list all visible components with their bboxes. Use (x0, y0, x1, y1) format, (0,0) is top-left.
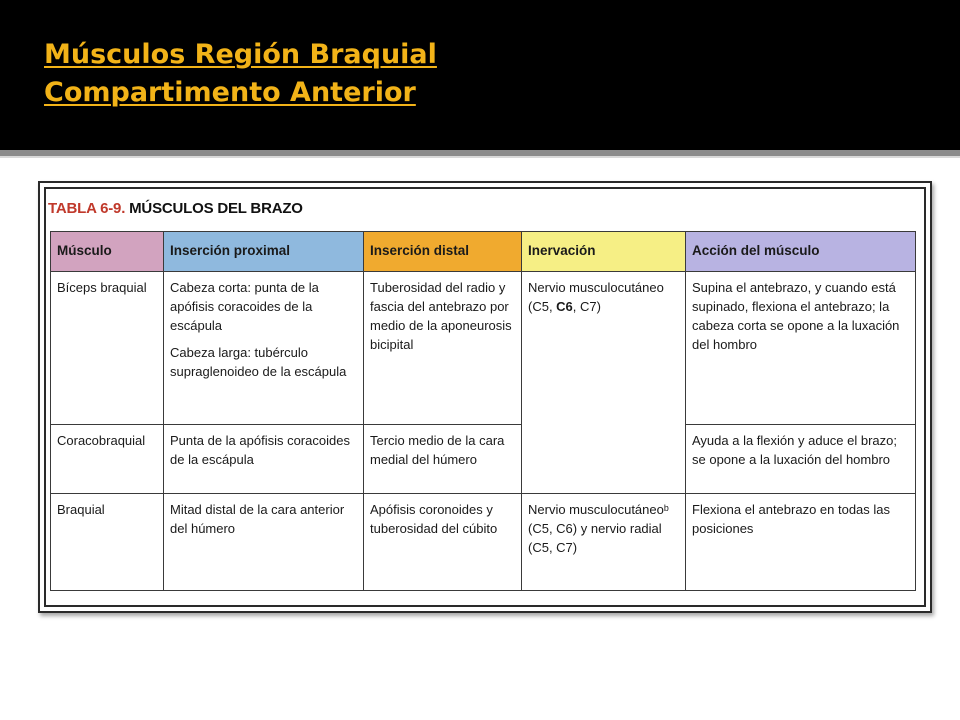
slide-title-line-1[interactable]: Músculos Región Braquial (44, 39, 437, 70)
slide-title[interactable] (44, 36, 437, 112)
cell-inervacion: Nervio musculocutáneoᵇ (C5, C6) y nervio radial (C5, C7) (522, 494, 686, 591)
cell-insercion-proximal: Mitad distal de la cara anterior del húmero (164, 494, 364, 591)
table-caption (48, 200, 303, 217)
inervacion-text-start: Nervio musculocutáneo (C5, (528, 280, 664, 314)
cell-insercion-distal: Apófisis coronoides y tuberosidad del cúbito (364, 494, 522, 591)
cell-musculo: Braquial (51, 494, 164, 591)
slide-title-line-2[interactable]: Compartimento Anterior (44, 77, 416, 108)
proximal-cabeza-corta: Cabeza corta: punta de la apófisis coracoides de la escápula (170, 280, 319, 333)
cell-insercion-distal: Tercio medio de la cara medial del húmero (364, 424, 522, 493)
cell-insercion-proximal: Punta de la apófisis coracoides de la escápula (164, 424, 364, 493)
cell-musculo: Coracobraquial (51, 424, 164, 493)
cell-insercion-proximal (164, 272, 364, 425)
table-header-row (51, 232, 916, 272)
table-caption-number: TABLA 6-9. (48, 200, 126, 217)
cell-accion: Supina el antebrazo, y cuando está supinado, flexiona el antebrazo; la cabeza corta se opone a la luxación del hombro (686, 272, 916, 425)
inervacion-emphasis: C6 (556, 299, 573, 314)
header-accion: Acción del músculo (686, 232, 916, 272)
cell-accion: Flexiona el antebrazo en todas las posiciones (686, 494, 916, 591)
cell-accion: Ayuda a la flexión y aduce el brazo; se opone a la luxación del hombro (686, 424, 916, 493)
inervacion-text-end: , C7) (572, 299, 601, 314)
header-inervacion: Inervación (522, 232, 686, 272)
table-row-braquial (51, 494, 916, 591)
muscles-table (50, 231, 916, 591)
cell-insercion-distal: Tuberosidad del radio y fascia del antebrazo por medio de la aponeurosis bicipital (364, 272, 522, 425)
table-row-coracobraquial (51, 424, 916, 493)
proximal-cabeza-larga: Cabeza larga: tubérculo supraglenoideo de la escápula (170, 345, 347, 379)
header-insercion-distal: Inserción distal (364, 232, 522, 272)
table-caption-title: MÚSCULOS DEL BRAZO (129, 200, 303, 217)
table-row-biceps (51, 272, 916, 425)
slide-header (0, 0, 960, 150)
header-insercion-proximal: Inserción proximal (164, 232, 364, 272)
cell-musculo: Bíceps braquial (51, 272, 164, 425)
header-musculo: Músculo (51, 232, 164, 272)
header-divider (0, 150, 960, 158)
cell-inervacion (522, 272, 686, 494)
